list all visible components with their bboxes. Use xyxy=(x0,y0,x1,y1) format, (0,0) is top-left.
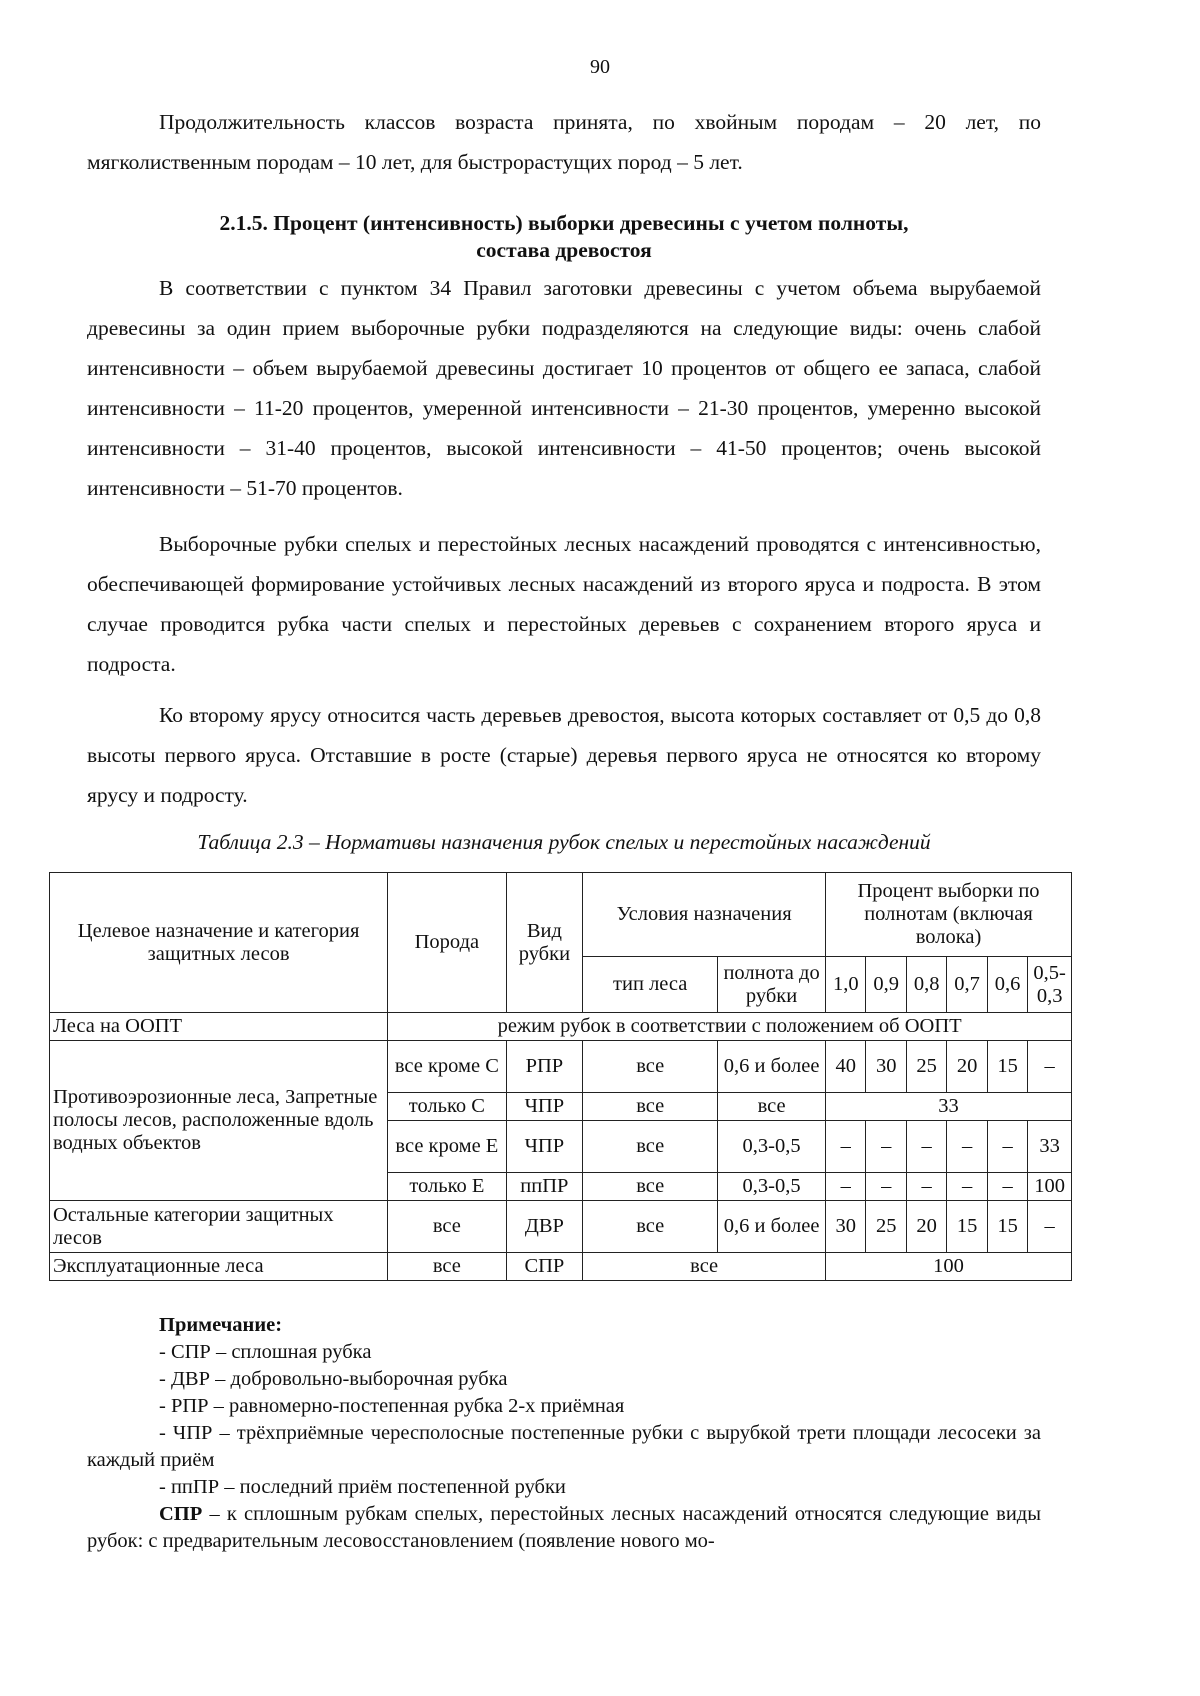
note-final-paragraph xyxy=(87,1501,1041,1555)
row-percent: – xyxy=(1028,1041,1072,1093)
row-percent: 25 xyxy=(866,1201,906,1253)
row-percent: 30 xyxy=(866,1041,906,1093)
header-species: Порода xyxy=(388,873,506,1013)
header-density-before: полнота до рубки xyxy=(718,957,826,1013)
row-purpose: Эксплуатационные леса xyxy=(50,1253,388,1281)
row-percent: – xyxy=(866,1121,906,1173)
header-percent: Процент выборки по полнотам (включая волока) xyxy=(826,873,1072,957)
row-species: только Е xyxy=(388,1173,506,1201)
row-cut: ДВР xyxy=(506,1201,583,1253)
header-density-1-0: 1,0 xyxy=(826,957,866,1013)
row-density: 0,6 и более xyxy=(718,1041,826,1093)
row-cut: ппПР xyxy=(506,1173,583,1201)
row-percent: – xyxy=(826,1121,866,1173)
row-species: все кроме С xyxy=(388,1041,506,1093)
table-row xyxy=(50,1041,1072,1093)
row-percent: – xyxy=(947,1173,987,1201)
row-percent-merged: 33 xyxy=(826,1093,1072,1121)
header-purpose: Целевое назначение и категория защитных лесов xyxy=(50,873,388,1013)
row-percent: 15 xyxy=(987,1201,1027,1253)
row-percent: 15 xyxy=(987,1041,1027,1093)
row-percent: – xyxy=(906,1121,946,1173)
header-density-0-6: 0,6 xyxy=(987,957,1027,1013)
note-item: - ДВР – добровольно-выборочная рубка xyxy=(159,1368,508,1390)
page-number: 90 xyxy=(590,56,610,78)
row-cut: СПР xyxy=(506,1253,583,1281)
row-density: 0,6 и более xyxy=(718,1201,826,1253)
row-forest: все xyxy=(583,1121,718,1173)
row-percent: – xyxy=(906,1173,946,1201)
row-percent: 30 xyxy=(826,1201,866,1253)
notes-title: Примечание: xyxy=(159,1314,283,1336)
table-row-exploitation xyxy=(50,1253,1072,1281)
row-species: все xyxy=(388,1201,506,1253)
row-density: 0,3-0,5 xyxy=(718,1173,826,1201)
row-density: 0,3-0,5 xyxy=(718,1121,826,1173)
row-percent: – xyxy=(866,1173,906,1201)
row-purpose: Противоэрозионные леса, Запретные полосы лесов, расположенные вдоль водных объектов xyxy=(50,1041,388,1201)
row-percent: 25 xyxy=(906,1041,946,1093)
heading-line-1: 2.1.5. Процент (интенсивность) выборки древесины с учетом полноты, xyxy=(219,211,909,235)
note-final-text: – к сплошным рубкам спелых, перестойных лесных насаждений относятся следующие виды рубок: с предварительным лесовосстановлением (появление нового мо- xyxy=(87,1503,1041,1552)
row-conditions: все xyxy=(583,1253,826,1281)
note-item: - ЧПР – трёхприёмные чересполосные постепенные рубки с вырубкой трети площади лесосеки за каждый приём xyxy=(87,1422,1041,1471)
table-row-other-protective xyxy=(50,1201,1072,1253)
heading-line-2: состава древостоя xyxy=(476,238,652,262)
row-percent: – xyxy=(1028,1201,1072,1253)
paragraph-selective-cuts: Выборочные рубки спелых и перестойных лесных насаждений проводятся с интенсивностью, обеспечивающей формирование устойчивых лесных насаждений из второго яруса и подроста. В этом случае проводится рубка части спелых и перестойных деревьев с сохранением второго яруса и подроста. xyxy=(87,532,1041,676)
note-final-term: СПР xyxy=(159,1503,203,1525)
row-forest: все xyxy=(583,1093,718,1121)
row-cut: РПР xyxy=(506,1041,583,1093)
row-percent: 15 xyxy=(947,1201,987,1253)
paragraph-second-tier: Ко второму ярусу относится часть деревьев древостоя, высота которых составляет от 0,5 до 0,8 высоты первого яруса. Отставшие в росте (старые) деревья первого яруса не относятся ко второму ярусу и подросту. xyxy=(87,703,1041,807)
row-percent: 100 xyxy=(1028,1173,1072,1201)
table-header-row xyxy=(50,873,1072,957)
row-cut: ЧПР xyxy=(506,1093,583,1121)
header-forest-type: тип леса xyxy=(583,957,718,1013)
row-purpose: Остальные категории защитных лесов xyxy=(50,1201,388,1253)
note-item: - ппПР – последний приём постепенной рубки xyxy=(159,1476,566,1498)
table-caption: Таблица 2.3 – Нормативы назначения рубок спелых и перестойных насаждений xyxy=(197,830,931,854)
row-percent: 20 xyxy=(906,1201,946,1253)
row-purpose: Леса на ООПТ xyxy=(50,1013,388,1041)
paragraph-age-classes: Продолжительность классов возраста принята, по хвойным породам – 20 лет, по мягколиственным породам – 10 лет, для быстрорастущих пород – 5 лет. xyxy=(87,110,1041,174)
notes-block xyxy=(87,1312,1041,1555)
row-forest: все xyxy=(583,1173,718,1201)
row-regime: режим рубок в соответствии с положением об ООПТ xyxy=(388,1013,1072,1041)
row-species: все xyxy=(388,1253,506,1281)
row-forest: все xyxy=(583,1201,718,1253)
row-cut: ЧПР xyxy=(506,1121,583,1173)
header-density-0-5-0-3: 0,5-0,3 xyxy=(1028,957,1072,1013)
row-percent: – xyxy=(987,1121,1027,1173)
row-percent: 33 xyxy=(1028,1121,1072,1173)
header-density-0-7: 0,7 xyxy=(947,957,987,1013)
row-percent: – xyxy=(947,1121,987,1173)
section-heading xyxy=(87,210,1041,264)
header-cut-type: Вид рубки xyxy=(506,873,583,1013)
table-row-oopt xyxy=(50,1013,1072,1041)
row-percent: – xyxy=(987,1173,1027,1201)
row-percent: 40 xyxy=(826,1041,866,1093)
note-item: - РПР – равномерно-постепенная рубка 2-х приёмная xyxy=(159,1395,625,1417)
row-density: все xyxy=(718,1093,826,1121)
header-density-0-8: 0,8 xyxy=(906,957,946,1013)
paragraph-intensity: В соответствии с пунктом 34 Правил заготовки древесины с учетом объема вырубаемой древесины за один прием выборочные рубки подразделяются на следующие виды: очень слабой интенсивности – объем вырубаемой древесины достигает 10 процентов от общего ее запаса, слабой интенсивности – 11-20 процентов, умеренной интенсивности – 21-30 процентов, умеренно высокой интенсивности – 31-40 процентов, высокой интенсивности – 41-50 процентов; очень высокой интенсивности – 51-70 процентов. xyxy=(87,276,1041,500)
header-density-0-9: 0,9 xyxy=(866,957,906,1013)
row-species: только С xyxy=(388,1093,506,1121)
row-percent: 20 xyxy=(947,1041,987,1093)
norms-table xyxy=(49,872,1072,1281)
header-conditions: Условия назначения xyxy=(583,873,826,957)
note-item: - СПР – сплошная рубка xyxy=(159,1341,372,1363)
row-forest: все xyxy=(583,1041,718,1093)
row-percent-merged: 100 xyxy=(826,1253,1072,1281)
row-species: все кроме Е xyxy=(388,1121,506,1173)
row-percent: – xyxy=(826,1173,866,1201)
